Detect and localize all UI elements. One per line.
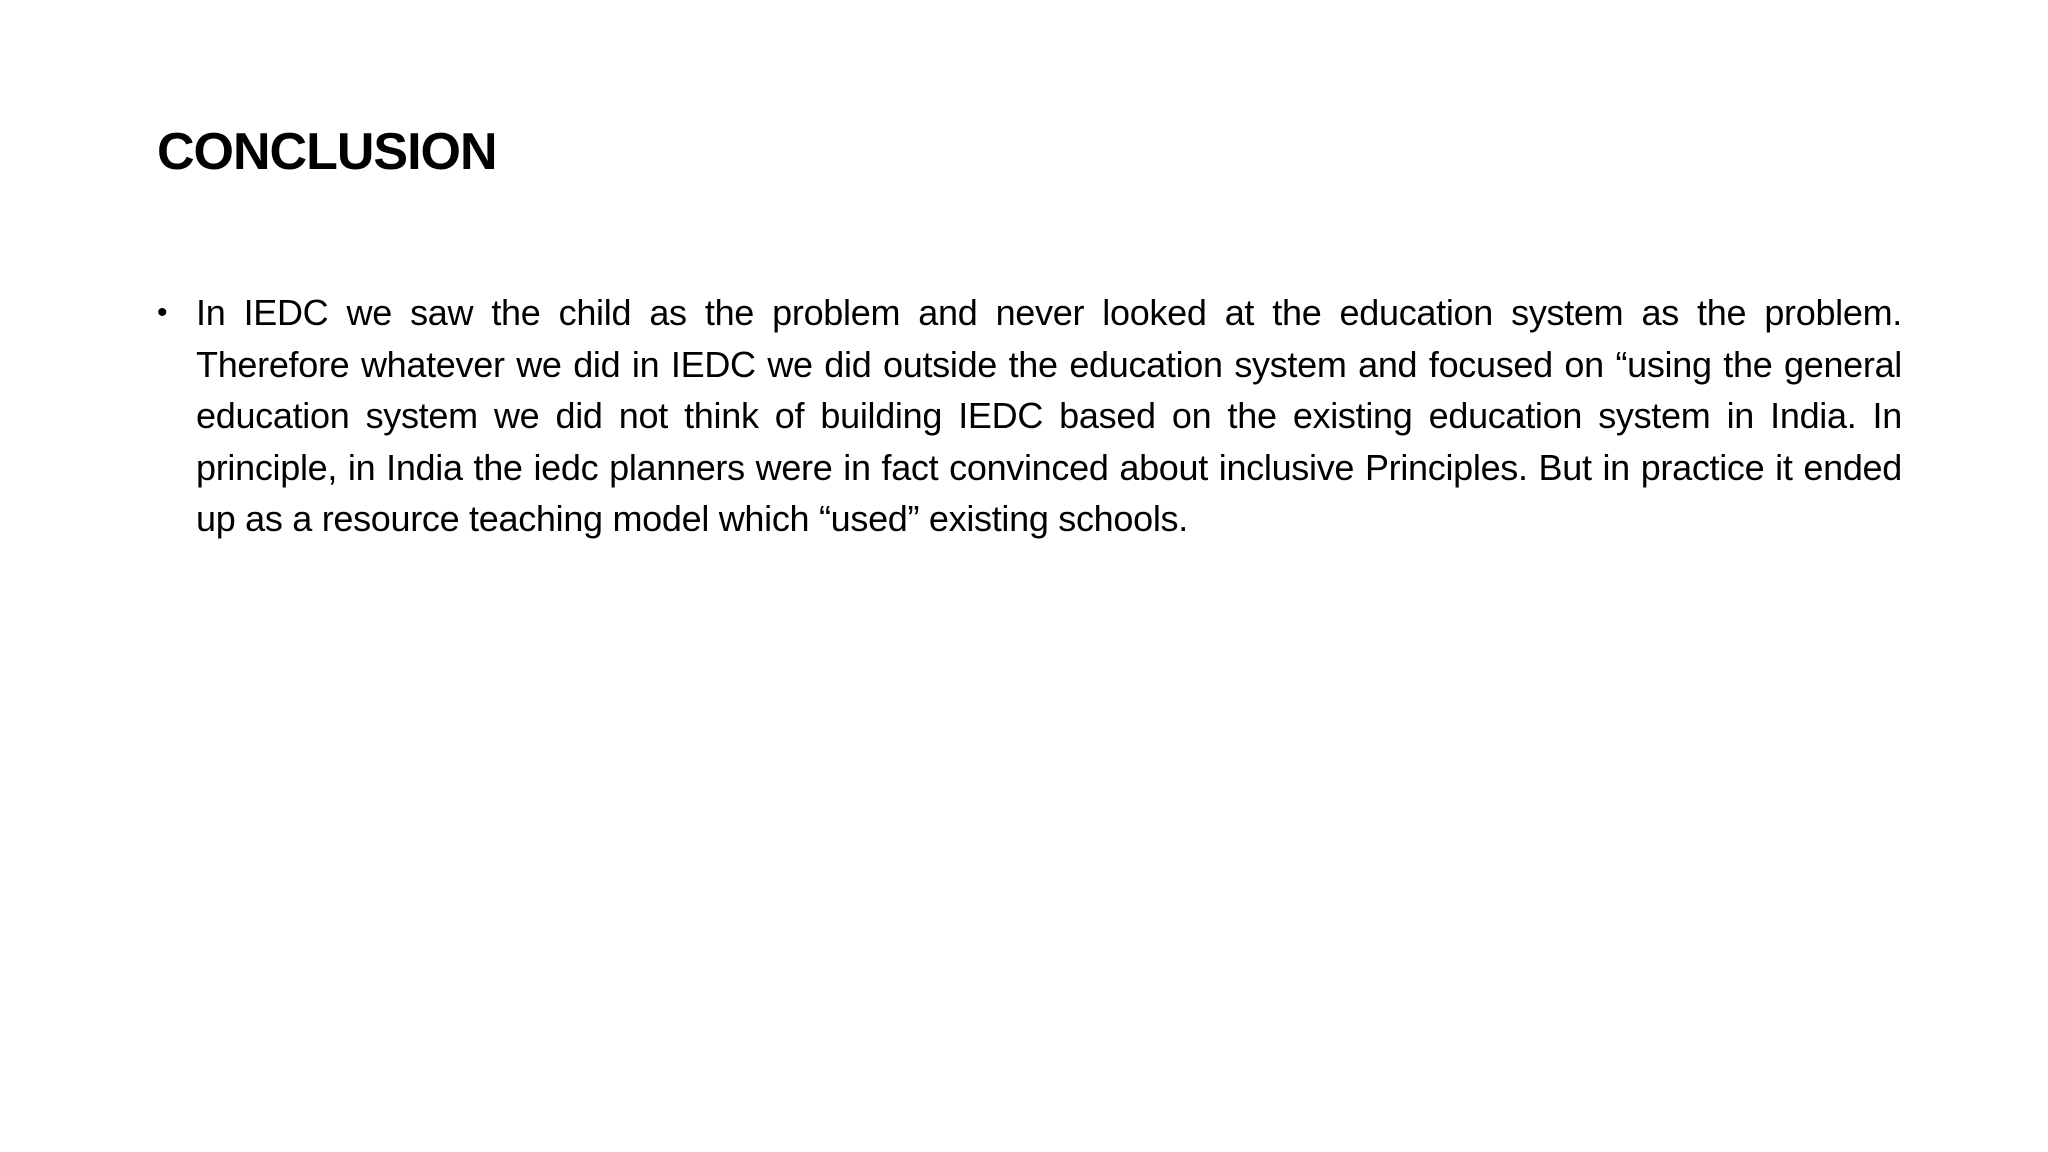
bullet-list xyxy=(157,287,1902,545)
bullet-icon: • xyxy=(157,296,168,329)
bullet-item xyxy=(157,287,1902,545)
slide-title: CONCLUSION xyxy=(157,123,497,181)
bullet-text: In IEDC we saw the child as the problem and never looked at the education system as the problem. Therefore whatever we did in IEDC we did outside the education system and focused on “using the general education system we did not think of building IEDC based on the existing education system in India. In principle, in India the iedc planners were in fact convinced about inclusive Principles. But in practice it ended up as a resource teaching model which “used” existing schools. xyxy=(196,292,1902,539)
